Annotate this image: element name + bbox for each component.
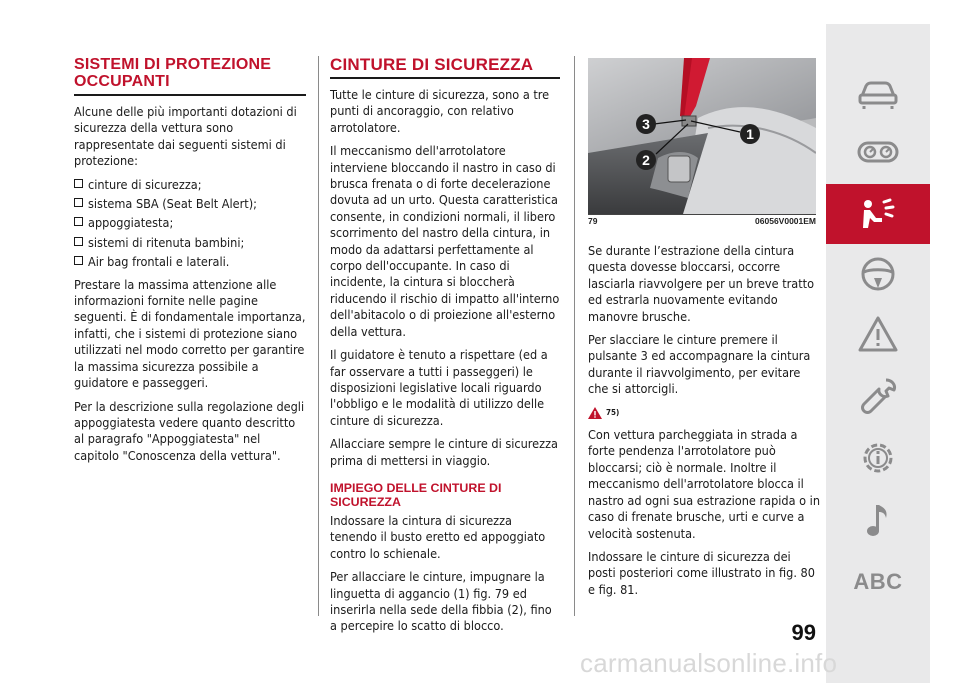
sidebar-item-dashboard[interactable]	[826, 122, 930, 182]
paragraph: Il guidatore è tenuto a rispettare (ed a far osservare a tutti i passeggeri) le disposizioni legislative locali riguardo l'obbligo e le modalità di utilizzo delle cinture di sicurezza.	[330, 347, 548, 428]
list-item: Air bag frontali e laterali.	[74, 254, 306, 270]
bullet-square-icon	[74, 179, 83, 188]
page-number: 99	[791, 620, 816, 645]
paragraph: Se durante l’estrazione della cintura questa dovesse bloccarsi, occorre lasciarla riavvolgere per un breve tratto ed estrarla nuovamente evitando manovre brusche.	[588, 243, 815, 324]
paragraph: Per slacciare le cinture premere il pulsante 3 ed accompagnare la cintura durante il riavvolgimento, per evitare che si attorcigli.	[588, 332, 811, 397]
sidebar-item-driving[interactable]	[826, 244, 930, 304]
paragraph: Con vettura parcheggiata in strada a forte pendenza l'arrotolatore può bloccarsi; ciò è normale. Inoltre il meccanismo dell'arrotolatore blocca il nastro ad ogni sua estrazione rapida o in caso di frenate brusche, urti e curve a velocità sostenuta.	[588, 427, 821, 541]
paragraph: Indossare le cinture di sicurezza dei posti posteriori come illustrato in fig. 80 e fig. 81.	[588, 548, 815, 597]
paragraph: Per allacciare le cinture, impugnare la linguetta di aggancio (1) fig. 79 ed inserirla nella sede della fibbia (2), fino a percepire lo scatto di blocco.	[330, 569, 552, 634]
sidebar-item-index[interactable]	[826, 552, 930, 612]
paragraph: Indossare la cintura di sicurezza tenendo il busto eretto ed appoggiato contro lo schienale.	[330, 512, 546, 561]
sidebar-item-safety[interactable]	[826, 184, 930, 244]
callout-3: 3	[636, 114, 656, 134]
subsection-title-belt-use: IMPIEGO DELLE CINTURE DI SICUREZZA	[330, 480, 502, 509]
bullet-square-icon	[74, 237, 83, 246]
wrench-icon	[856, 376, 900, 416]
sidebar-item-maintenance[interactable]	[826, 366, 930, 426]
column-divider	[318, 56, 319, 616]
column-divider	[574, 56, 575, 616]
section-title-occupant-protection: SISTEMI DI PROTEZIONE OCCUPANTI	[74, 56, 306, 96]
section-title-seat-belts: CINTURE DI SICUREZZA	[330, 56, 560, 79]
list-item: sistemi di ritenuta bambini;	[74, 235, 306, 251]
sidebar-item-multimedia[interactable]	[826, 490, 930, 550]
warning-reference	[588, 405, 820, 421]
warning-triangle-icon	[588, 407, 602, 419]
steering-wheel-icon	[856, 254, 900, 294]
chapter-sidebar	[826, 24, 930, 683]
paragraph: Allacciare sempre le cinture di sicurezza prima di mettersi in viaggio.	[330, 436, 558, 468]
figure-79-seat-belt-buckle	[588, 58, 816, 230]
sidebar-item-emergency[interactable]	[826, 304, 930, 364]
car-icon	[856, 72, 900, 112]
dashboard-gauges-icon	[856, 132, 900, 172]
headrest-reference-paragraph: Per la descrizione sulla regolazione degli appoggiatesta vedere quanto descritto al paragrafo "Appoggiatesta" nel capitolo "Conoscenza della vettura".	[74, 398, 305, 463]
list-item: cinture di sicurezza;	[74, 177, 306, 193]
bullet-square-icon	[74, 198, 83, 207]
list-item: appoggiatesta;	[74, 215, 306, 231]
gear-info-icon	[856, 438, 900, 478]
figure-code: 06056V0001EM	[755, 216, 816, 226]
watermark: carmanualsonline.info	[580, 648, 838, 678]
intro-paragraph: Alcune delle più importanti dotazioni di sicurezza della vettura sono rappresentate dai seguenti sistemi di protezione:	[74, 104, 297, 169]
column-seat-belts	[330, 56, 560, 642]
music-note-icon	[856, 500, 900, 540]
protection-systems-list	[74, 177, 306, 271]
figure-caption	[588, 214, 816, 230]
seat-belt-illustration	[588, 58, 816, 214]
attention-paragraph: Prestare la massima attenzione alle informazioni fornite nelle pagine seguenti. È di fondamentale importanza, infatti, che i sistemi di protezione siano utilizzati nel modo corretto per garantire la massima sicurezza possibile a guidatore e passeggeri.	[74, 276, 306, 391]
sidebar-item-technical-data[interactable]	[826, 428, 930, 488]
callout-1: 1	[740, 124, 760, 144]
abc-index-icon: ABC	[853, 569, 903, 594]
column-occupant-protection	[74, 56, 306, 471]
figure-number: 79	[588, 216, 598, 226]
paragraph: Tutte le cinture di sicurezza, sono a tre punti di ancoraggio, con relativo arrotolatore.	[330, 87, 550, 135]
bullet-square-icon	[74, 217, 83, 226]
bullet-square-icon	[74, 256, 83, 265]
list-item: sistema SBA (Seat Belt Alert);	[74, 196, 306, 212]
column-seat-belts-continued	[588, 243, 820, 605]
sidebar-item-car[interactable]	[826, 62, 930, 122]
paragraph: Il meccanismo dell'arrotolatore interviene bloccando il nastro in caso di brusca frenata o di forte decelerazione dovuta ad un urto. Questa caratteristica consente, in condizioni normali, il libero scorrimento del nastro della cintura, in modo da adattarsi perfettamente al corpo dell'occupante. In caso di incidente, la cintura si bloccherà riducendo il rischio di impatto all'interno dell'abitacolo o di proiezione all'esterno della vettura.	[330, 143, 560, 339]
warning-triangle-icon	[856, 314, 900, 354]
airbag-safety-icon	[856, 194, 900, 234]
callout-2: 2	[636, 150, 656, 170]
warning-ref-number: 75)	[606, 407, 620, 417]
